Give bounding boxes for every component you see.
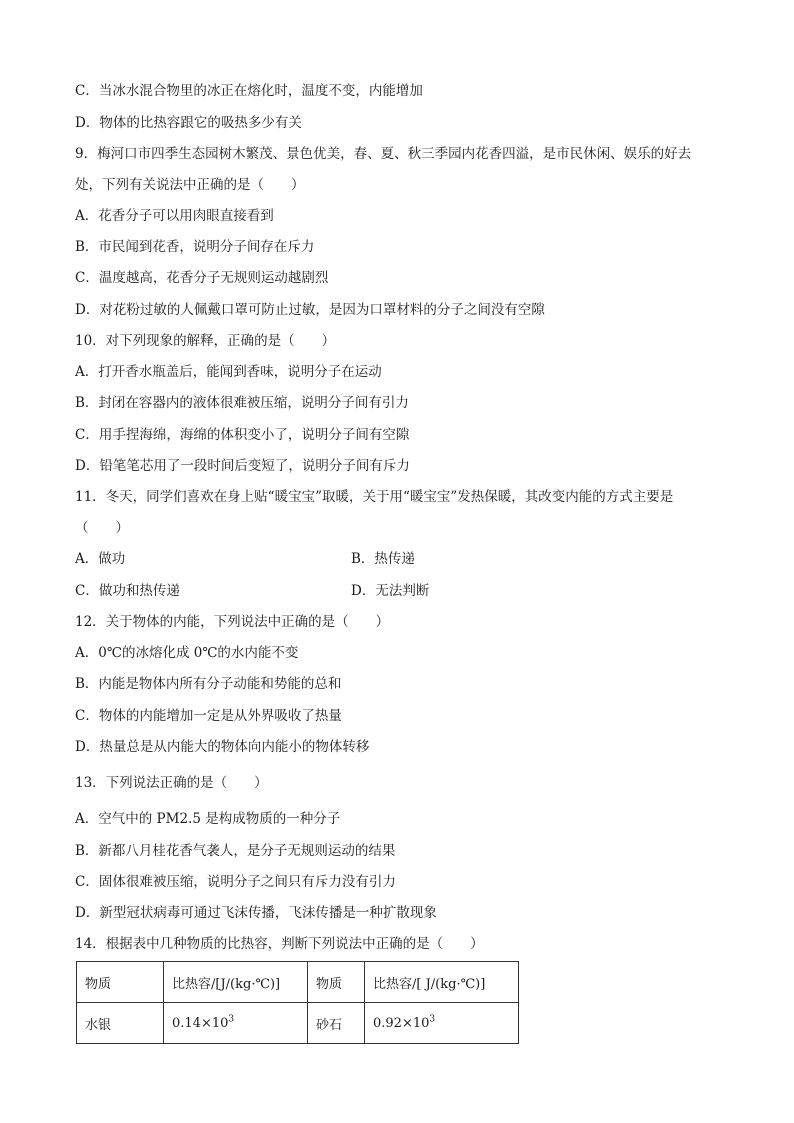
q10-option-a: A．打开香水瓶盖后，能闻到香味，说明分子在运动 (75, 364, 382, 380)
q11-stem-line1: 11．冬天，同学们喜欢在身上贴“暖宝宝”取暖，关于用“暖宝宝”发热保暖，其改变内能的方式主要是 (75, 489, 674, 505)
q8-option-d: D．物体的比热容跟它的吸热多少有关 (75, 115, 302, 131)
q12-stem: 12．关于物体的内能，下列说法中正确的是（ ） (75, 614, 390, 630)
table-cell-material: 砂石 (308, 1003, 365, 1044)
q10-option-b: B．封闭在容器内的液体很难被压缩，说明分子间有引力 (75, 395, 409, 411)
q9-stem-line2: 处，下列有关说法中正确的是（ ） (75, 177, 305, 193)
table-cell-value: $0.92\times 10^3$ (365, 1003, 519, 1044)
q12-option-a: A．0℃的冰熔化成 0℃的水内能不变 (75, 645, 299, 661)
q11-option-b: B．热传递 (351, 551, 415, 567)
table-header-cell: 比热容/[J/(kg·℃)] (164, 962, 308, 1003)
q10-stem: 10．对下列现象的解释，正确的是（ ） (75, 333, 336, 349)
q11-option-a: A．做功 (75, 551, 126, 567)
table-row (77, 1003, 519, 1044)
q12-option-b: B．内能是物体内所有分子动能和势能的总和 (75, 676, 342, 692)
q13-option-b: B．新都八月桂花香气袭人，是分子无规则运动的结果 (75, 843, 396, 859)
q13-stem: 13．下列说法正确的是（ ） (75, 775, 268, 791)
q13-option-d: D．新型冠状病毒可通过飞沫传播，飞沫传播是一种扩散现象 (75, 905, 437, 921)
q9-option-a: A．花香分子可以用肉眼直接看到 (75, 208, 274, 224)
table-header-row (77, 962, 519, 1003)
q10-option-c: C．用手捏海绵，海绵的体积变小了，说明分子间有空隙 (75, 427, 410, 443)
q13-option-a: A．空气中的 PM2.5 是构成物质的一种分子 (75, 811, 341, 827)
q8-option-c: C．当冰水混合物里的冰正在熔化时，温度不变，内能增加 (75, 83, 423, 99)
q12-option-c: C．物体的内能增加一定是从外界吸收了热量 (75, 708, 342, 724)
q11-option-d: D．无法判断 (351, 583, 430, 599)
table-header-cell: 物质 (77, 962, 164, 1003)
table-cell-material: 水银 (77, 1003, 164, 1044)
q11-stem-line2: （ ） (75, 520, 129, 536)
q9-option-c: C．温度越高，花香分子无规则运动越剧烈 (75, 270, 329, 286)
q9-option-b: B．市民闻到花香，说明分子间存在斥力 (75, 239, 315, 255)
table-header-cell: 比热容/[ J/(kg·℃)] (365, 962, 519, 1003)
q9-option-d: D．对花粉过敏的人佩戴口罩可防止过敏，是因为口罩材料的分子之间没有空隙 (75, 302, 545, 318)
q10-option-d: D．铅笔笔芯用了一段时间后变短了，说明分子间有斥力 (75, 458, 410, 474)
table-cell-value: $0.14\times 10^3$ (164, 1003, 308, 1044)
specific-heat-table (76, 961, 519, 1044)
q14-stem: 14．根据表中几种物质的比热容，判断下列说法中正确的是（ ） (75, 936, 484, 952)
q13-option-c: C．固体很难被压缩，说明分子之间只有斥力没有引力 (75, 874, 396, 890)
table-header-cell: 物质 (308, 962, 365, 1003)
q12-option-d: D．热量总是从内能大的物体向内能小的物体转移 (75, 739, 370, 755)
q11-option-c: C．做功和热传递 (75, 583, 180, 599)
q9-stem-line1: 9．梅河口市四季生态园树木繁茂、景色优美，春、夏、秋三季园内花香四溢，是市民休闲、娱乐的好去 (75, 146, 692, 162)
